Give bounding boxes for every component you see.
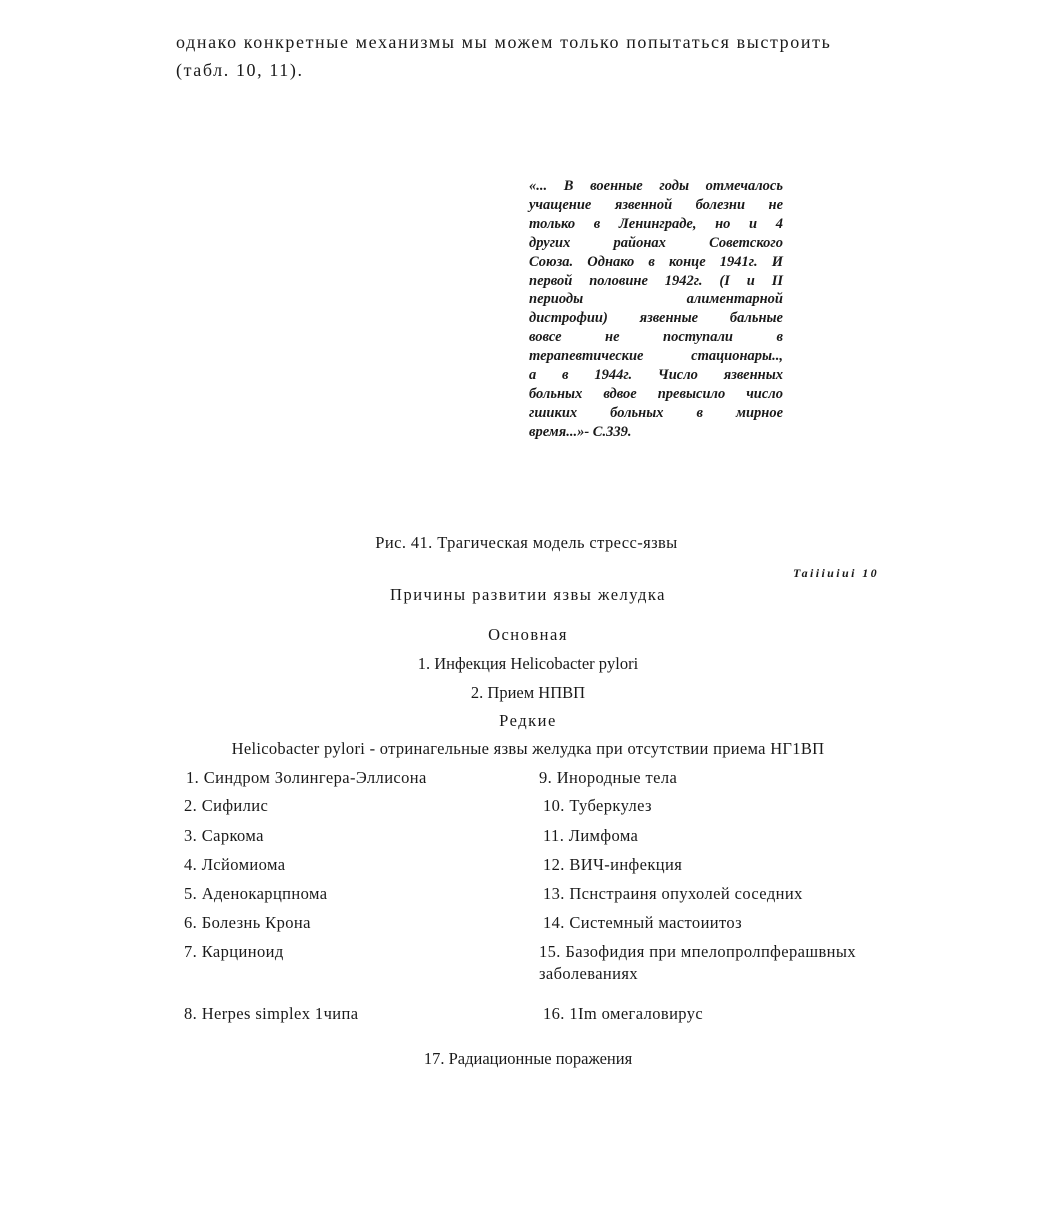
- list-item: 12. ВИЧ-инфекция: [543, 855, 683, 874]
- main-item: 1. Инфекция Helicobacter pylori: [417, 654, 639, 673]
- list-item: 16. 1Im омегаловирус: [543, 1004, 704, 1023]
- list-item: 3. Саркома: [184, 826, 264, 845]
- quote-line: первой половине 1942г. (I и II: [529, 272, 783, 289]
- table-number-label: Taiiiuiui 10: [792, 566, 879, 580]
- quote-block: [529, 177, 783, 442]
- list-item: 7. Карциноид: [184, 942, 284, 961]
- quote-line: гшиких больных в мирное: [529, 404, 783, 421]
- list-item: 6. Болезнь Крона: [184, 913, 311, 932]
- quote-line: «... В военные годы отмечалось: [529, 178, 783, 194]
- intro-line-2: (табл. 10, 11).: [176, 60, 304, 80]
- figure-caption: Рис. 41. Трагическая модель стресс-язвы: [375, 533, 678, 552]
- list-item: 9. Инородные тела: [539, 768, 678, 787]
- list-item: 8. Herpes simplex 1чипа: [184, 1004, 359, 1023]
- list-item: 14. Системный мастоиитоз: [543, 913, 742, 932]
- quote-line: только в Ленинграде, но и 4: [529, 215, 783, 232]
- quote-line: Союза. Однако в конце 1941г. И: [529, 253, 783, 270]
- table-title: Причины развитии язвы желудка: [390, 585, 666, 604]
- quote-line: других районах Советского: [529, 234, 783, 251]
- quote-line: вовсе не поступали в: [529, 329, 783, 346]
- list-item: 15. Базофидия при мпелопролпферашвных заболеваниях: [539, 942, 857, 983]
- rare-heading: Редкие: [499, 711, 557, 730]
- list-item: 13. Пснстраиня опухолей соседних: [543, 884, 803, 903]
- list-item: 11. Лимфома: [543, 826, 639, 845]
- list-item: 4. Лсйомиома: [184, 855, 286, 874]
- rare-subtitle: Helicobacter pylori - отринагельные язвы желудка при отсутствии приема НГ1ВП: [231, 739, 825, 758]
- footer-item: 17. Радиационные поражения: [423, 1049, 633, 1068]
- quote-line: терапевтические стационары..,: [529, 348, 783, 365]
- quote-line: учащение язвенной болезни не: [529, 196, 783, 213]
- main-heading: Основная: [488, 625, 568, 644]
- list-item: 10. Туберкулез: [543, 796, 652, 815]
- list-item: 5. Аденокарцпнома: [184, 884, 328, 903]
- intro-line-1: однако конкретные механизмы мы можем только попытаться выстроить: [176, 32, 832, 52]
- quote-line: больных вдвое превысило число: [529, 385, 783, 402]
- intro-paragraph: [176, 28, 831, 84]
- list-item: 2. Сифилис: [184, 796, 269, 815]
- quote-line: время...»- С.339.: [529, 423, 632, 440]
- quote-line: а в 1944г. Число язвенных: [529, 367, 783, 384]
- quote-line: дистрофии) язвенные бальные: [529, 310, 783, 327]
- main-item: 2. Прием НПВП: [470, 683, 586, 702]
- list-item: 1. Синдром Золингера-Эллисона: [186, 768, 427, 787]
- quote-line: периоды алиментарной: [529, 291, 783, 308]
